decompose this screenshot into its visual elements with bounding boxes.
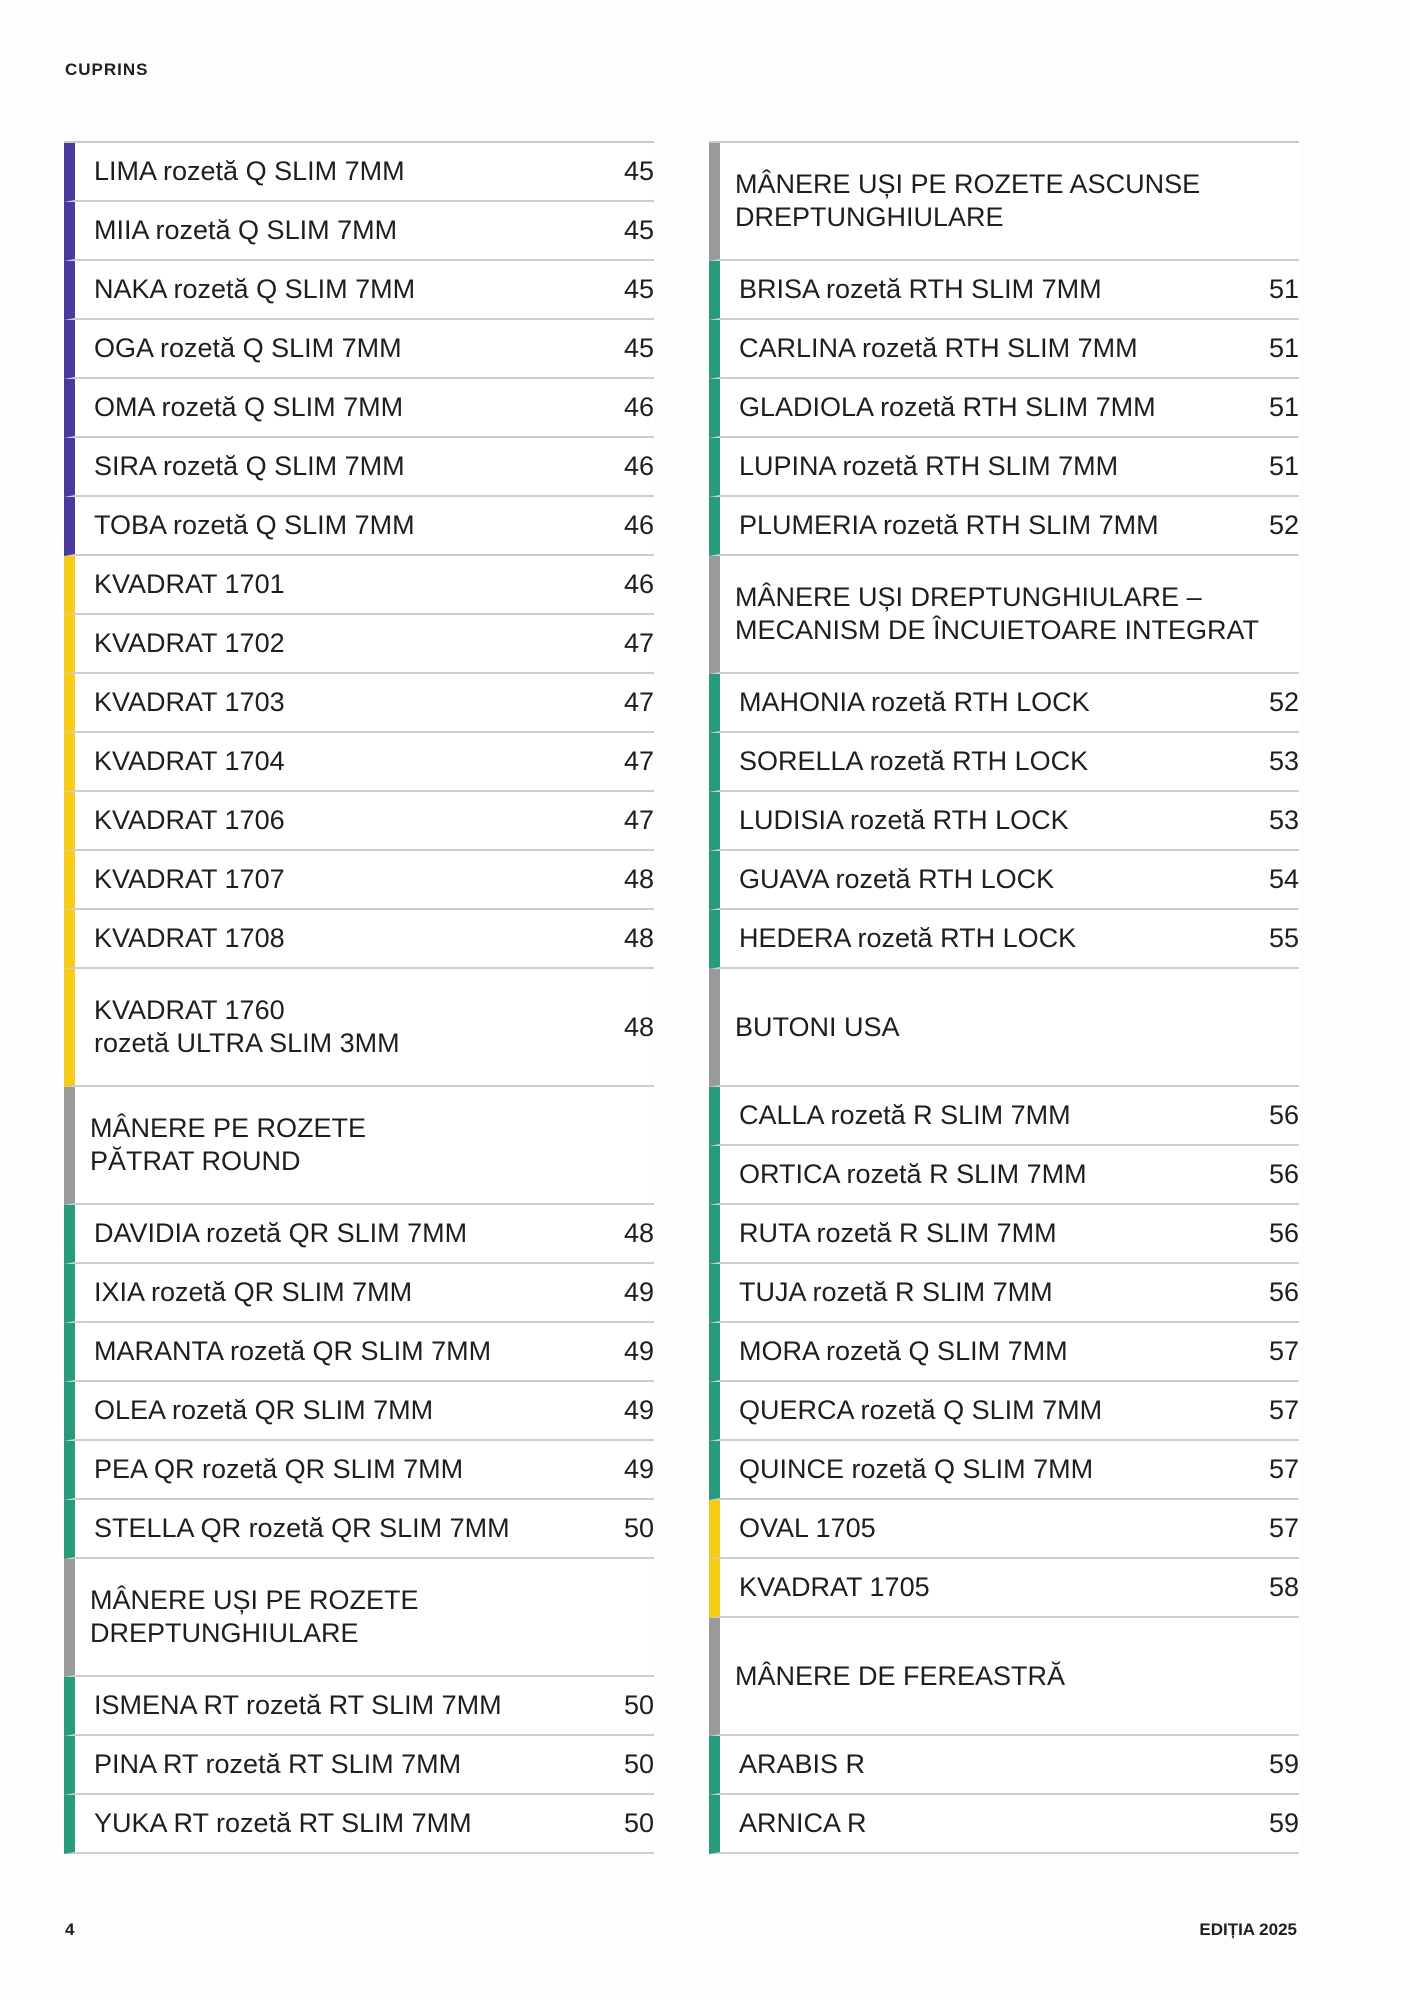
toc-entry[interactable]	[64, 851, 654, 910]
section-heading-label: MÂNERE UȘI DREPTUNGHIULARE – MECANISM DE ÎNCUIETOARE INTEGRAT	[735, 582, 1260, 645]
toc-entry[interactable]	[64, 379, 654, 438]
toc-entry-label: ARNICA R	[739, 1808, 867, 1839]
toc-entry-page-number: 50	[623, 1690, 654, 1721]
toc-entry[interactable]	[64, 1382, 654, 1441]
toc-section-heading	[709, 1618, 1299, 1736]
toc-entry-label: ISMENA RT rozetă RT SLIM 7MM	[94, 1690, 502, 1721]
toc-entry[interactable]	[709, 261, 1299, 320]
toc-entry-label: OLEA rozetă QR SLIM 7MM	[94, 1395, 434, 1426]
toc-entry-page-number: 50	[623, 1808, 654, 1839]
toc-section-heading	[709, 969, 1299, 1087]
section-heading-label: BUTONI USA	[735, 1011, 900, 1042]
toc-entry[interactable]	[64, 1677, 654, 1736]
toc-entry[interactable]	[64, 202, 654, 261]
toc-entry[interactable]	[709, 1323, 1299, 1382]
toc-entry[interactable]	[64, 910, 654, 969]
toc-entry-label: KVADRAT 1708	[94, 923, 285, 954]
toc-entry-page-number: 49	[623, 1336, 654, 1367]
toc-entry[interactable]	[64, 615, 654, 674]
toc-entry-page-number: 59	[1268, 1749, 1299, 1780]
toc-entry-page-number: 50	[623, 1513, 654, 1544]
toc-entry-label: RUTA rozetă R SLIM 7MM	[739, 1218, 1057, 1249]
toc-entry[interactable]	[709, 1736, 1299, 1795]
toc-entry-page-number: 48	[623, 923, 654, 954]
toc-entry-page-number: 58	[1268, 1572, 1299, 1603]
toc-entry[interactable]	[709, 1559, 1299, 1618]
toc-entry-page-number: 45	[623, 333, 654, 364]
toc-entry-page-number: 49	[623, 1395, 654, 1426]
toc-entry-label: OMA rozetă Q SLIM 7MM	[94, 392, 404, 423]
toc-entry[interactable]	[64, 1736, 654, 1795]
toc-entry[interactable]	[709, 851, 1299, 910]
toc-entry[interactable]	[64, 1500, 654, 1559]
toc-entry-page-number: 57	[1268, 1513, 1299, 1544]
section-heading-label: MÂNERE DE FEREASTRĂ	[735, 1660, 1066, 1691]
toc-entry[interactable]	[64, 556, 654, 615]
toc-section-heading	[64, 1087, 654, 1205]
toc-entry-page-number: 48	[623, 864, 654, 895]
toc-entry-page-number: 52	[1268, 510, 1299, 541]
toc-entry-page-number: 59	[1268, 1808, 1299, 1839]
toc-entry[interactable]	[64, 969, 654, 1087]
toc-entry[interactable]	[709, 1264, 1299, 1323]
toc-entry-label: GUAVA rozetă RTH LOCK	[739, 864, 1055, 895]
toc-entry-label: KVADRAT 1760 rozetă ULTRA SLIM 3MM	[94, 995, 400, 1058]
toc-entry-page-number: 56	[1268, 1218, 1299, 1249]
toc-entry-label: LUPINA rozetă RTH SLIM 7MM	[739, 451, 1119, 482]
toc-entry-label: CALLA rozetă R SLIM 7MM	[739, 1100, 1071, 1131]
toc-entry-label: MIIA rozetă Q SLIM 7MM	[94, 215, 398, 246]
toc-entry[interactable]	[64, 261, 654, 320]
toc-entry-page-number: 56	[1268, 1159, 1299, 1190]
toc-entry[interactable]	[709, 497, 1299, 556]
toc-entry-page-number: 48	[623, 1218, 654, 1249]
toc-entry-page-number: 47	[623, 746, 654, 777]
toc-entry-label: TOBA rozetă Q SLIM 7MM	[94, 510, 415, 541]
toc-entry-page-number: 46	[623, 569, 654, 600]
toc-entry-label: OVAL 1705	[739, 1513, 876, 1544]
toc-entry-page-number: 45	[623, 215, 654, 246]
toc-entry[interactable]	[709, 792, 1299, 851]
toc-entry-label: BRISA rozetă RTH SLIM 7MM	[739, 274, 1102, 305]
toc-entry-label: STELLA QR rozetă QR SLIM 7MM	[94, 1513, 510, 1544]
toc-entry-label: PINA RT rozetă RT SLIM 7MM	[94, 1749, 462, 1780]
toc-entry-page-number: 51	[1268, 333, 1299, 364]
toc-entry[interactable]	[64, 1323, 654, 1382]
toc-entry[interactable]	[64, 143, 654, 202]
toc-entry[interactable]	[709, 1146, 1299, 1205]
toc-entry-label: MARANTA rozetă QR SLIM 7MM	[94, 1336, 492, 1367]
toc-entry-page-number: 45	[623, 156, 654, 187]
section-heading-label: MÂNERE UȘI PE ROZETE ASCUNSE DREPTUNGHIULARE	[735, 169, 1201, 232]
toc-entry-page-number: 46	[623, 392, 654, 423]
toc-entry[interactable]	[709, 1795, 1299, 1854]
toc-entry[interactable]	[64, 438, 654, 497]
toc-entry[interactable]	[709, 438, 1299, 497]
toc-entry-label: OGA rozetă Q SLIM 7MM	[94, 333, 402, 364]
toc-entry-page-number: 53	[1268, 746, 1299, 777]
toc-entry[interactable]	[709, 910, 1299, 969]
toc-entry-page-number: 47	[623, 687, 654, 718]
toc-entry[interactable]	[709, 1500, 1299, 1559]
toc-entry[interactable]	[709, 1087, 1299, 1146]
toc-entry-page-number: 45	[623, 274, 654, 305]
toc-entry-label: PEA QR rozetă QR SLIM 7MM	[94, 1454, 464, 1485]
toc-section-heading	[64, 1559, 654, 1677]
toc-entry-page-number: 57	[1268, 1395, 1299, 1426]
toc-entry[interactable]	[709, 320, 1299, 379]
edition-label: EDIȚIA 2025	[1199, 1920, 1297, 1939]
toc-entry-label: KVADRAT 1707	[94, 864, 285, 895]
toc-entry-label: KVADRAT 1703	[94, 687, 285, 718]
toc-entry-label: KVADRAT 1705	[739, 1572, 930, 1603]
page-number: 4	[65, 1920, 75, 1939]
toc-entry[interactable]	[709, 674, 1299, 733]
toc-entry[interactable]	[709, 733, 1299, 792]
toc-entry-page-number: 57	[1268, 1454, 1299, 1485]
toc-entry-label: QUINCE rozetă Q SLIM 7MM	[739, 1454, 1094, 1485]
toc-entry[interactable]	[64, 1205, 654, 1264]
toc-entry[interactable]	[709, 1441, 1299, 1500]
toc-entry-label: TUJA rozetă R SLIM 7MM	[739, 1277, 1053, 1308]
toc-entry-label: KVADRAT 1704	[94, 746, 285, 777]
toc-entry[interactable]	[709, 379, 1299, 438]
toc-entry-page-number: 48	[623, 1011, 654, 1042]
toc-entry-label: KVADRAT 1701	[94, 569, 285, 600]
toc-entry-page-number: 56	[1268, 1277, 1299, 1308]
toc-entry[interactable]	[64, 792, 654, 851]
toc-entry-label: GLADIOLA rozetă RTH SLIM 7MM	[739, 392, 1156, 423]
toc-entry-label: MAHONIA rozetă RTH LOCK	[739, 687, 1090, 718]
toc-entry[interactable]	[64, 1441, 654, 1500]
toc-entry-page-number: 51	[1268, 392, 1299, 423]
toc-entry-label: YUKA RT rozetă RT SLIM 7MM	[94, 1808, 472, 1839]
page-title: CUPRINS	[65, 60, 149, 79]
toc-section-heading	[709, 556, 1299, 674]
toc-entry-label: CARLINA rozetă RTH SLIM 7MM	[739, 333, 1138, 364]
toc-entry-label: KVADRAT 1706	[94, 805, 285, 836]
toc-right-column	[709, 141, 1299, 1854]
toc-entry-label: LUDISIA rozetă RTH LOCK	[739, 805, 1069, 836]
toc-entry-label: ARABIS R	[739, 1749, 866, 1780]
toc-entry-page-number: 47	[623, 628, 654, 659]
toc-entry-label: DAVIDIA rozetă QR SLIM 7MM	[94, 1218, 468, 1249]
toc-section-heading	[709, 143, 1299, 261]
toc-entry-label: LIMA rozetă Q SLIM 7MM	[94, 156, 405, 187]
toc-entry[interactable]	[64, 1795, 654, 1854]
toc-entry-page-number: 55	[1268, 923, 1299, 954]
toc-entry-label: SIRA rozetă Q SLIM 7MM	[94, 451, 405, 482]
toc-entry-page-number: 46	[623, 510, 654, 541]
toc-entry[interactable]	[64, 1264, 654, 1323]
toc-entry-page-number: 50	[623, 1749, 654, 1780]
toc-entry-page-number: 46	[623, 451, 654, 482]
toc-entry-label: QUERCA rozetă Q SLIM 7MM	[739, 1395, 1103, 1426]
toc-entry-label: ORTICA rozetă R SLIM 7MM	[739, 1159, 1087, 1190]
toc-entry-label: MORA rozetă Q SLIM 7MM	[739, 1336, 1068, 1367]
toc-entry-label: IXIA rozetă QR SLIM 7MM	[94, 1277, 413, 1308]
toc-entry-page-number: 54	[1268, 864, 1299, 895]
section-heading-label: MÂNERE PE ROZETE PĂTRAT ROUND	[90, 1113, 367, 1176]
toc-entry-label: HEDERA rozetă RTH LOCK	[739, 923, 1077, 954]
toc-entry-label: PLUMERIA rozetă RTH SLIM 7MM	[739, 510, 1159, 541]
toc-entry[interactable]	[709, 1205, 1299, 1264]
toc-entry-page-number: 49	[623, 1277, 654, 1308]
toc-entry-page-number: 51	[1268, 274, 1299, 305]
toc-entry[interactable]	[64, 320, 654, 379]
toc-entry-page-number: 49	[623, 1454, 654, 1485]
toc-entry-page-number: 52	[1268, 687, 1299, 718]
toc-entry-page-number: 56	[1268, 1100, 1299, 1131]
toc-entry-page-number: 57	[1268, 1336, 1299, 1367]
toc-entry-label: SORELLA rozetă RTH LOCK	[739, 746, 1089, 777]
toc-entry-page-number: 51	[1268, 451, 1299, 482]
toc-entry[interactable]	[64, 497, 654, 556]
toc-left-column	[64, 141, 654, 1854]
toc-entry-page-number: 47	[623, 805, 654, 836]
toc-entry[interactable]	[64, 733, 654, 792]
toc-entry[interactable]	[64, 674, 654, 733]
toc-entry-label: KVADRAT 1702	[94, 628, 285, 659]
toc-entry[interactable]	[709, 1382, 1299, 1441]
toc-entry-label: NAKA rozetă Q SLIM 7MM	[94, 274, 416, 305]
toc-entry-page-number: 53	[1268, 805, 1299, 836]
section-heading-label: MÂNERE UȘI PE ROZETE DREPTUNGHIULARE	[90, 1585, 419, 1648]
